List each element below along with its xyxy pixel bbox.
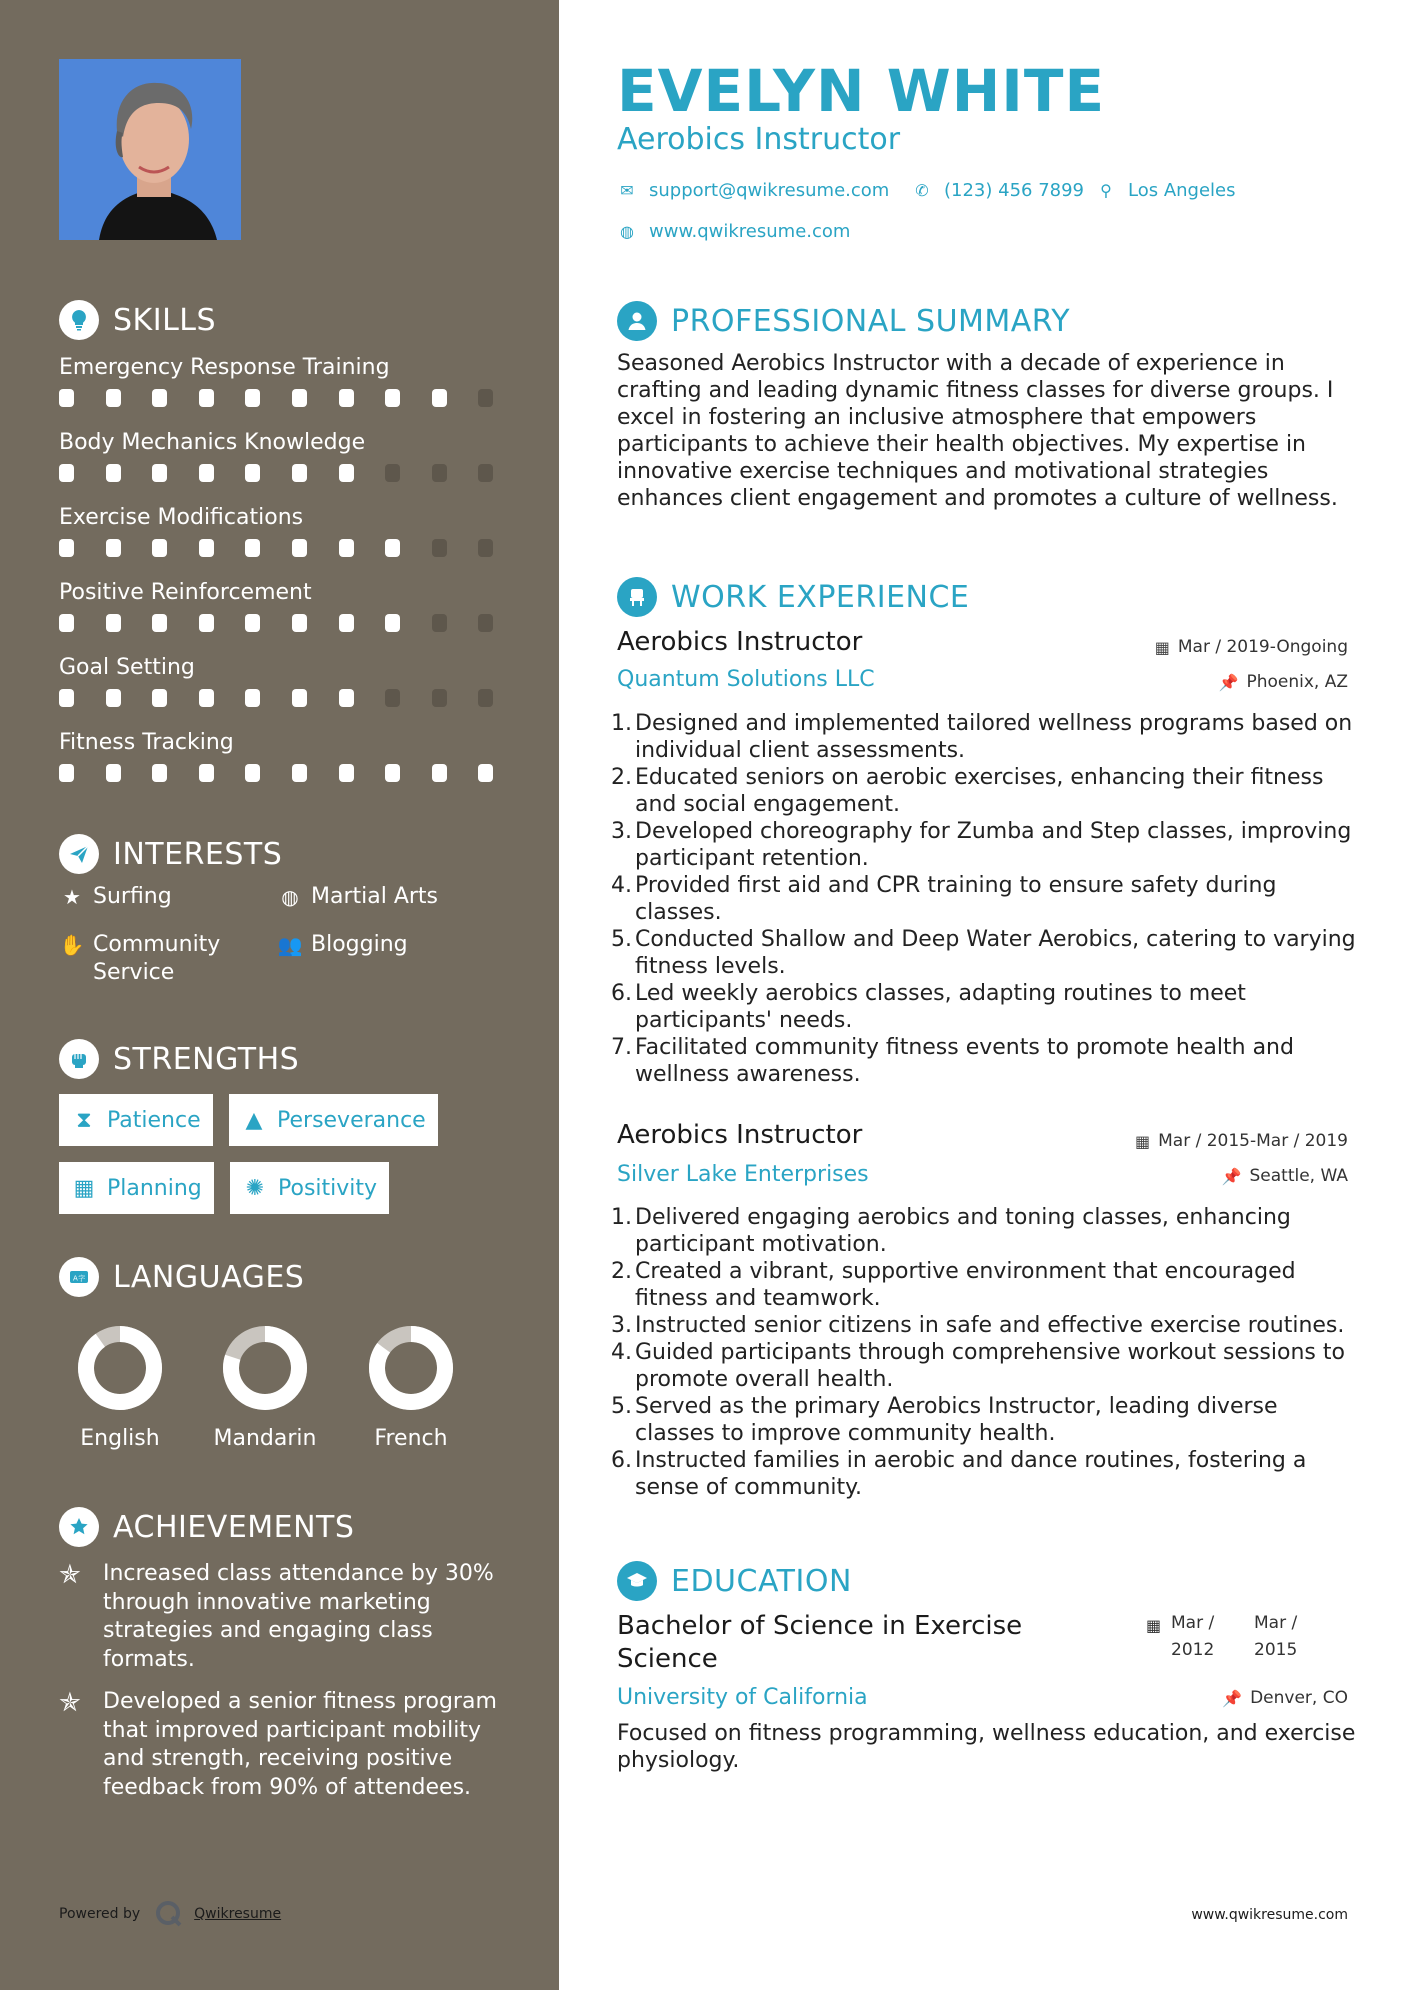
skill-dot-filled — [59, 614, 74, 632]
skill-rating — [59, 539, 499, 557]
shooting-star-icon: ✯ — [59, 1688, 81, 1718]
languages-heading-label: LANGUAGES — [113, 1259, 305, 1295]
skill-dot-filled — [199, 539, 214, 557]
strength-badge: ✺ Positivity — [230, 1162, 389, 1214]
skill-dot-empty — [478, 689, 493, 707]
language-icon — [59, 1257, 99, 1297]
summary-heading: PROFESSIONAL SUMMARY — [617, 301, 1070, 341]
climber-icon: ▲ — [245, 1107, 263, 1133]
interests-heading-label: INTERESTS — [113, 836, 283, 872]
skill-dot-empty — [385, 464, 400, 482]
skill-dot-filled — [292, 689, 307, 707]
edu-end-date: Mar / 2015 — [1254, 1613, 1298, 1660]
skill-item — [59, 428, 499, 482]
skill-dot-filled — [152, 389, 167, 407]
language-level-ring — [367, 1324, 455, 1412]
skill-dot-filled — [385, 764, 400, 782]
job-title: Aerobics Instructor — [617, 1120, 863, 1150]
hand-icon: ✋ — [59, 933, 85, 957]
skill-name: Fitness Tracking — [59, 730, 234, 755]
powered-by: Powered by Qwikresume — [59, 1899, 281, 1929]
skill-dot-filled — [245, 764, 260, 782]
skill-dot-filled — [199, 389, 214, 407]
duty-item: 5. Served as the primary Aerobics Instructor, leading diverse classes to improve community health. — [611, 1394, 1278, 1446]
footer-website[interactable]: www.qwikresume.com — [1191, 1907, 1348, 1923]
skill-dot-filled — [385, 389, 400, 407]
duty-item: 7. Facilitated community fitness events to promote health and wellness awareness. — [611, 1035, 1294, 1087]
pin-icon: 📌 — [1221, 1166, 1242, 1186]
user-icon — [617, 301, 657, 341]
job-location: 📌 Seattle, WA — [1221, 1166, 1348, 1186]
skill-dot-filled — [245, 689, 260, 707]
lightbulb-icon — [59, 300, 99, 340]
skill-item — [59, 653, 499, 707]
skill-dot-filled — [199, 764, 214, 782]
qwikresume-logo-icon — [154, 1899, 184, 1929]
skill-dot-filled — [432, 764, 447, 782]
skill-dot-filled — [152, 464, 167, 482]
job-title: Aerobics Instructor — [617, 627, 863, 657]
star-icon: ★ — [63, 885, 81, 909]
skill-dot-empty — [478, 464, 493, 482]
job-duties — [606, 710, 1358, 1088]
calendar-icon: ▦ — [1146, 1616, 1162, 1635]
skill-dot-filled — [339, 539, 354, 557]
job-duties — [606, 1204, 1358, 1501]
job-dates: ▦ Mar / 2015-Mar / 2019 — [1134, 1131, 1348, 1151]
strength-badge: ▦ Planning — [59, 1162, 214, 1214]
skill-dot-filled — [292, 614, 307, 632]
profile-photo — [59, 59, 241, 240]
skill-dot-filled — [199, 614, 214, 632]
interest-item: ★ Surfing — [59, 883, 172, 911]
language-level-arc — [86, 1334, 154, 1402]
skill-item — [59, 503, 499, 557]
skill-rating — [59, 764, 499, 782]
skill-dot-filled — [106, 389, 121, 407]
summary-text: Seasoned Aerobics Instructor with a decade of experience in crafting and leading dynamic fitness classes for diverse groups. I excel in fostering an inclusive atmosphere that empowers participants to achieve their health objectives. My expertise in innovative exercise techniques and motivational strategies enhances client engagement and promotes a culture of wellness. — [617, 351, 1338, 511]
skill-dot-filled — [385, 539, 400, 557]
map-pin-icon: ⚲ — [1100, 181, 1112, 200]
skills-heading — [59, 300, 216, 340]
skill-dot-filled — [339, 764, 354, 782]
globe-icon: ◍ — [281, 885, 299, 909]
contact-website[interactable]: ◍ www.qwikresume.com — [615, 221, 850, 242]
duty-item: 3. Instructed senior citizens in safe and effective exercise routines. — [611, 1313, 1345, 1338]
strengths-heading — [59, 1039, 299, 1079]
school-name: University of California — [617, 1685, 868, 1710]
skill-name: Body Mechanics Knowledge — [59, 430, 366, 455]
language-item — [195, 1324, 335, 1451]
chair-icon — [617, 577, 657, 617]
duty-item: 2. Created a vibrant, supportive environment that encouraged fitness and teamwork. — [611, 1259, 1296, 1311]
skill-dot-filled — [385, 614, 400, 632]
strength-badge: ▲ Perseverance — [229, 1094, 438, 1146]
skill-dot-empty — [478, 539, 493, 557]
sun-icon: ✺ — [245, 1175, 265, 1201]
contact-email[interactable]: ✉ support@qwikresume.com — [615, 180, 889, 201]
skill-dot-filled — [59, 764, 74, 782]
skill-dot-empty — [478, 614, 493, 632]
duty-item: 2. Educated seniors on aerobic exercises, enhancing their fitness and social engagement. — [611, 765, 1324, 817]
skills-heading-label: SKILLS — [113, 302, 217, 338]
skill-dot-filled — [432, 389, 447, 407]
skill-dot-filled — [59, 389, 74, 407]
duty-item: 6. Instructed families in aerobic and dance routines, fostering a sense of community. — [611, 1448, 1307, 1500]
skill-dot-filled — [292, 764, 307, 782]
candidate-name: EVELYN WHITE — [617, 57, 1106, 125]
skill-dot-filled — [339, 614, 354, 632]
skill-rating — [59, 614, 499, 632]
skill-dot-filled — [106, 539, 121, 557]
skill-dot-filled — [106, 764, 121, 782]
strengths-heading-label: STRENGTHS — [113, 1041, 300, 1077]
skill-dot-filled — [59, 464, 74, 482]
edu-start-date: Mar / 2012 — [1171, 1613, 1215, 1660]
skill-item — [59, 578, 499, 632]
skill-rating — [59, 389, 499, 407]
skill-dot-filled — [199, 464, 214, 482]
skill-dot-empty — [385, 689, 400, 707]
skill-dot-filled — [292, 539, 307, 557]
education-heading: EDUCATION — [617, 1561, 852, 1601]
language-level-ring — [221, 1324, 309, 1412]
skill-item — [59, 353, 499, 407]
skill-dot-filled — [106, 464, 121, 482]
hourglass-icon: ⧗ — [76, 1107, 92, 1133]
language-item — [341, 1324, 481, 1451]
skill-name: Positive Reinforcement — [59, 580, 312, 605]
duty-item: 4. Guided participants through comprehensive workout sessions to promote overall health. — [611, 1340, 1345, 1392]
svg-text:A字: A字 — [73, 1274, 86, 1283]
skill-name: Emergency Response Training — [59, 355, 390, 380]
phone-icon: ✆ — [915, 181, 929, 200]
skill-dot-filled — [245, 464, 260, 482]
achievement-item: ✯ Increased class attendance by 30% through innovative marketing strategies and engaging class formats. — [59, 1560, 499, 1674]
candidate-title: Aerobics Instructor — [617, 122, 901, 157]
degree-title: Bachelor of Science in Exercise Science — [617, 1611, 1023, 1674]
skill-rating — [59, 689, 499, 707]
strength-badge: ⧗ Patience — [59, 1094, 213, 1146]
skill-dot-filled — [292, 389, 307, 407]
skill-dot-filled — [106, 689, 121, 707]
duty-item: 1. Delivered engaging aerobics and toning classes, enhancing participant motivation. — [611, 1205, 1291, 1257]
skill-dot-filled — [152, 614, 167, 632]
languages-heading — [59, 1257, 304, 1297]
skill-dot-filled — [292, 464, 307, 482]
skill-name: Goal Setting — [59, 655, 195, 680]
interest-item: 👥 Blogging — [277, 932, 408, 957]
company-name: Silver Lake Enterprises — [617, 1162, 869, 1187]
company-name: Quantum Solutions LLC — [617, 667, 875, 692]
language-level-ring — [76, 1324, 164, 1412]
contact-phone: ✆ (123) 456 7899 — [910, 180, 1084, 201]
skill-dot-filled — [478, 764, 493, 782]
fist-icon — [59, 1039, 99, 1079]
duty-item: 4. Provided first aid and CPR training to ensure safety during classes. — [611, 873, 1277, 925]
skill-dot-filled — [245, 389, 260, 407]
skill-dot-empty — [478, 389, 493, 407]
pin-icon: 📌 — [1222, 1688, 1243, 1708]
pin-icon: 📌 — [1218, 672, 1239, 692]
skill-dot-filled — [199, 689, 214, 707]
qwikresume-link[interactable]: Qwikresume — [194, 1906, 282, 1922]
skill-dot-filled — [339, 689, 354, 707]
calendar-icon: ▦ — [1154, 637, 1170, 657]
interests-heading — [59, 834, 282, 874]
education-description: Focused on fitness programming, wellness education, and exercise physiology. — [617, 1721, 1356, 1773]
skill-dot-filled — [59, 689, 74, 707]
achievement-item: ✯ Developed a senior fitness program that improved participant mobility and strength, receiving positive feedback from 90% of attendees. — [59, 1688, 499, 1802]
duty-item: 3. Developed choreography for Zumba and Step classes, improving participant retention. — [611, 819, 1352, 871]
interest-item: ◍ Martial Arts — [277, 883, 438, 911]
job-dates: ▦ Mar / 2019-Ongoing — [1154, 637, 1348, 657]
achievements-heading-label: ACHIEVEMENTS — [113, 1509, 355, 1545]
paper-plane-icon — [59, 834, 99, 874]
interest-item: ✋ Community Service — [59, 932, 221, 985]
duty-item: 1. Designed and implemented tailored wellness programs based on individual client assessments. — [611, 711, 1353, 763]
sidebar — [0, 0, 559, 1990]
language-name: English — [80, 1426, 160, 1451]
skill-dot-filled — [152, 689, 167, 707]
job-location: 📌 Phoenix, AZ — [1218, 672, 1348, 692]
duty-item: 5. Conducted Shallow and Deep Water Aerobics, catering to varying fitness levels. — [611, 927, 1356, 979]
language-item — [50, 1324, 190, 1451]
duty-item: 6. Led weekly aerobics classes, adapting routines to meet participants' needs. — [611, 981, 1246, 1033]
skill-dot-empty — [432, 539, 447, 557]
skill-dot-filled — [106, 614, 121, 632]
skill-dot-filled — [59, 539, 74, 557]
skill-dot-empty — [432, 464, 447, 482]
trophy-star-icon — [59, 1507, 99, 1547]
users-icon: 👥 — [277, 933, 303, 957]
skill-dot-filled — [245, 539, 260, 557]
skill-dot-filled — [339, 464, 354, 482]
edu-location: 📌 Denver, CO — [1222, 1688, 1348, 1708]
language-name: French — [374, 1426, 448, 1451]
skill-dot-filled — [245, 614, 260, 632]
skill-rating — [59, 464, 499, 482]
language-name: Mandarin — [213, 1426, 317, 1451]
skill-dot-empty — [432, 614, 447, 632]
calendar-icon: ▦ — [1134, 1131, 1151, 1151]
skill-item — [59, 728, 499, 782]
contact-location: ⚲ Los Angeles — [1094, 180, 1236, 201]
skill-dot-filled — [152, 539, 167, 557]
shooting-star-icon: ✯ — [59, 1560, 81, 1590]
skill-name: Exercise Modifications — [59, 505, 304, 530]
skill-dot-empty — [432, 689, 447, 707]
achievements-heading — [59, 1507, 354, 1547]
experience-heading: WORK EXPERIENCE — [617, 577, 969, 617]
globe-icon: ◍ — [620, 222, 634, 241]
envelope-icon: ✉ — [620, 181, 634, 200]
skill-dot-filled — [152, 764, 167, 782]
graduate-icon — [617, 1561, 657, 1601]
calendar-icon: ▦ — [73, 1175, 95, 1201]
skill-dot-filled — [339, 389, 354, 407]
